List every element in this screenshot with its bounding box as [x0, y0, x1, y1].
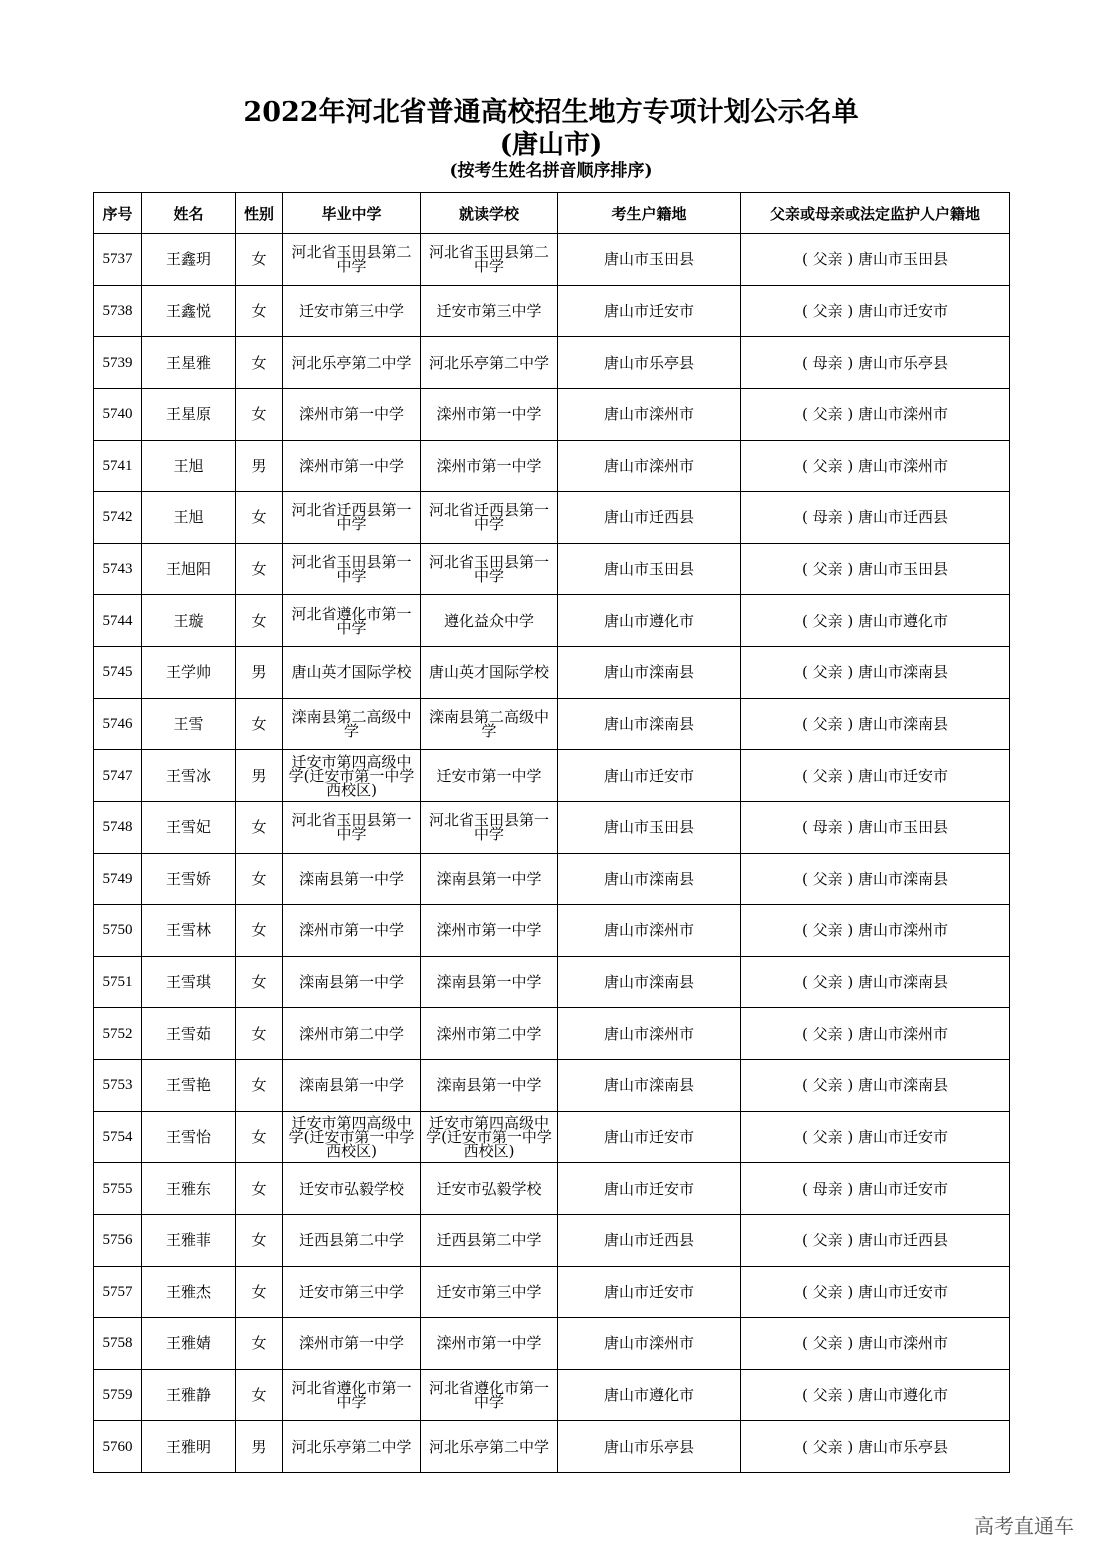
table-row	[94, 595, 1010, 647]
cell-guardian-household: ( 母亲 ) 唐山市迁西县	[741, 492, 1010, 544]
table-row	[94, 801, 1010, 853]
cell-guardian-household: ( 父亲 ) 唐山市迁西县	[741, 1214, 1010, 1266]
roster-table	[93, 192, 1010, 1473]
cell-gender: 男	[236, 647, 283, 699]
cell-graduated-school: 迁安市第四高级中学(迁安市第一中学西校区)	[283, 750, 421, 802]
cell-gender: 女	[236, 543, 283, 595]
cell-guardian-household: ( 父亲 ) 唐山市遵化市	[741, 1369, 1010, 1421]
cell-current-school: 河北省遵化市第一中学	[421, 1369, 558, 1421]
cell-graduated-school: 唐山英才国际学校	[283, 647, 421, 699]
cell-name: 王旭阳	[142, 543, 236, 595]
cell-household: 唐山市迁西县	[558, 1214, 741, 1266]
table-row	[94, 1421, 1010, 1473]
cell-name: 王雪怡	[142, 1111, 236, 1163]
cell-current-school: 迁安市弘毅学校	[421, 1163, 558, 1215]
cell-current-school: 唐山英才国际学校	[421, 647, 558, 699]
cell-seq: 5753	[94, 1060, 142, 1112]
cell-gender: 女	[236, 337, 283, 389]
cell-seq: 5744	[94, 595, 142, 647]
cell-gender: 女	[236, 1318, 283, 1370]
cell-current-school: 河北省玉田县第一中学	[421, 543, 558, 595]
table-row	[94, 647, 1010, 699]
table-row	[94, 1008, 1010, 1060]
cell-guardian-household: ( 父亲 ) 唐山市迁安市	[741, 750, 1010, 802]
cell-name: 王雪妃	[142, 801, 236, 853]
page-title: 2022年河北省普通高校招生地方专项计划公示名单	[243, 97, 859, 128]
cell-gender: 女	[236, 1266, 283, 1318]
cell-gender: 女	[236, 1111, 283, 1163]
table-row	[94, 1060, 1010, 1112]
cell-seq: 5758	[94, 1318, 142, 1370]
cell-current-school: 滦州市第二中学	[421, 1008, 558, 1060]
col-header-seq: 序号	[94, 193, 142, 234]
cell-household: 唐山市迁安市	[558, 285, 741, 337]
cell-household: 唐山市迁安市	[558, 1163, 741, 1215]
cell-gender: 女	[236, 1369, 283, 1421]
cell-household: 唐山市滦南县	[558, 698, 741, 750]
cell-gender: 女	[236, 853, 283, 905]
cell-graduated-school: 河北省迁西县第一中学	[283, 492, 421, 544]
cell-name: 王雪茹	[142, 1008, 236, 1060]
cell-name: 王雅杰	[142, 1266, 236, 1318]
cell-seq: 5737	[94, 234, 142, 286]
cell-name: 王鑫悦	[142, 285, 236, 337]
cell-current-school: 滦州市第一中学	[421, 1318, 558, 1370]
cell-graduated-school: 滦南县第二高级中学	[283, 698, 421, 750]
cell-guardian-household: ( 母亲 ) 唐山市迁安市	[741, 1163, 1010, 1215]
cell-graduated-school: 河北省遵化市第一中学	[283, 595, 421, 647]
watermark: 高考直通车	[974, 1514, 1074, 1538]
table-row	[94, 750, 1010, 802]
cell-name: 王雪林	[142, 905, 236, 957]
cell-current-school: 迁安市第一中学	[421, 750, 558, 802]
cell-seq: 5759	[94, 1369, 142, 1421]
cell-guardian-household: ( 父亲 ) 唐山市乐亭县	[741, 1421, 1010, 1473]
cell-seq: 5755	[94, 1163, 142, 1215]
cell-gender: 女	[236, 1060, 283, 1112]
cell-current-school: 滦南县第一中学	[421, 853, 558, 905]
table-row	[94, 853, 1010, 905]
cell-gender: 女	[236, 698, 283, 750]
cell-guardian-household: ( 父亲 ) 唐山市滦州市	[741, 1008, 1010, 1060]
cell-seq: 5743	[94, 543, 142, 595]
cell-seq: 5741	[94, 440, 142, 492]
cell-current-school: 滦州市第一中学	[421, 388, 558, 440]
table-row	[94, 1163, 1010, 1215]
cell-guardian-household: ( 父亲 ) 唐山市迁安市	[741, 1111, 1010, 1163]
cell-current-school: 滦南县第一中学	[421, 1060, 558, 1112]
cell-graduated-school: 滦南县第一中学	[283, 956, 421, 1008]
cell-household: 唐山市乐亭县	[558, 1421, 741, 1473]
table-row	[94, 1111, 1010, 1163]
cell-graduated-school: 滦南县第一中学	[283, 853, 421, 905]
cell-guardian-household: ( 父亲 ) 唐山市迁安市	[741, 285, 1010, 337]
cell-gender: 女	[236, 285, 283, 337]
cell-seq: 5754	[94, 1111, 142, 1163]
table-row	[94, 337, 1010, 389]
cell-guardian-household: ( 父亲 ) 唐山市玉田县	[741, 234, 1010, 286]
cell-seq: 5742	[94, 492, 142, 544]
cell-household: 唐山市滦州市	[558, 440, 741, 492]
cell-household: 唐山市滦州市	[558, 388, 741, 440]
cell-name: 王鑫玥	[142, 234, 236, 286]
table-row	[94, 1266, 1010, 1318]
cell-seq: 5756	[94, 1214, 142, 1266]
cell-graduated-school: 迁西县第二中学	[283, 1214, 421, 1266]
cell-household: 唐山市遵化市	[558, 1369, 741, 1421]
col-header-graduated-school: 毕业中学	[283, 193, 421, 234]
cell-seq: 5751	[94, 956, 142, 1008]
cell-name: 王雅明	[142, 1421, 236, 1473]
cell-graduated-school: 河北省玉田县第一中学	[283, 543, 421, 595]
cell-name: 王雅菲	[142, 1214, 236, 1266]
cell-name: 王雪	[142, 698, 236, 750]
cell-graduated-school: 滦州市第一中学	[283, 905, 421, 957]
cell-name: 王雅婧	[142, 1318, 236, 1370]
cell-household: 唐山市玉田县	[558, 234, 741, 286]
cell-graduated-school: 滦州市第一中学	[283, 388, 421, 440]
cell-gender: 男	[236, 750, 283, 802]
sort-note: (按考生姓名拼音顺序排序)	[449, 161, 653, 181]
cell-graduated-school: 滦南县第一中学	[283, 1060, 421, 1112]
cell-household: 唐山市滦州市	[558, 1008, 741, 1060]
cell-guardian-household: ( 父亲 ) 唐山市滦州市	[741, 440, 1010, 492]
cell-gender: 男	[236, 440, 283, 492]
col-header-guardian-household: 父亲或母亲或法定监护人户籍地	[741, 193, 1010, 234]
table-row	[94, 285, 1010, 337]
cell-gender: 女	[236, 905, 283, 957]
cell-gender: 女	[236, 1163, 283, 1215]
region-subtitle: (唐山市)	[499, 130, 603, 160]
cell-current-school: 迁安市第四高级中学(迁安市第一中学西校区)	[421, 1111, 558, 1163]
cell-name: 王雅静	[142, 1369, 236, 1421]
cell-seq: 5748	[94, 801, 142, 853]
cell-name: 王学帅	[142, 647, 236, 699]
cell-gender: 女	[236, 1008, 283, 1060]
cell-name: 王星雅	[142, 337, 236, 389]
cell-household: 唐山市滦州市	[558, 905, 741, 957]
table-row	[94, 905, 1010, 957]
cell-seq: 5757	[94, 1266, 142, 1318]
cell-household: 唐山市迁西县	[558, 492, 741, 544]
table-row	[94, 698, 1010, 750]
cell-current-school: 河北乐亭第二中学	[421, 337, 558, 389]
cell-graduated-school: 迁安市第四高级中学(迁安市第一中学西校区)	[283, 1111, 421, 1163]
cell-gender: 女	[236, 234, 283, 286]
cell-graduated-school: 河北省遵化市第一中学	[283, 1369, 421, 1421]
table-row	[94, 543, 1010, 595]
cell-name: 王雪艳	[142, 1060, 236, 1112]
cell-guardian-household: ( 父亲 ) 唐山市滦南县	[741, 647, 1010, 699]
cell-graduated-school: 滦州市第二中学	[283, 1008, 421, 1060]
col-header-household: 考生户籍地	[558, 193, 741, 234]
cell-gender: 女	[236, 801, 283, 853]
cell-household: 唐山市滦州市	[558, 1318, 741, 1370]
cell-guardian-household: ( 父亲 ) 唐山市滦南县	[741, 956, 1010, 1008]
cell-seq: 5749	[94, 853, 142, 905]
cell-current-school: 滦州市第一中学	[421, 905, 558, 957]
cell-name: 王旭	[142, 492, 236, 544]
cell-seq: 5750	[94, 905, 142, 957]
cell-gender: 女	[236, 492, 283, 544]
cell-guardian-household: ( 父亲 ) 唐山市迁安市	[741, 1266, 1010, 1318]
cell-seq: 5760	[94, 1421, 142, 1473]
cell-current-school: 滦南县第二高级中学	[421, 698, 558, 750]
table-row	[94, 1214, 1010, 1266]
cell-current-school: 河北省玉田县第二中学	[421, 234, 558, 286]
cell-name: 王雪琪	[142, 956, 236, 1008]
cell-current-school: 滦州市第一中学	[421, 440, 558, 492]
cell-gender: 女	[236, 595, 283, 647]
cell-household: 唐山市迁安市	[558, 750, 741, 802]
cell-current-school: 迁安市第三中学	[421, 1266, 558, 1318]
cell-household: 唐山市滦南县	[558, 647, 741, 699]
table-row	[94, 1318, 1010, 1370]
cell-guardian-household: ( 父亲 ) 唐山市滦州市	[741, 905, 1010, 957]
table-row	[94, 440, 1010, 492]
cell-current-school: 迁安市第三中学	[421, 285, 558, 337]
cell-seq: 5746	[94, 698, 142, 750]
cell-graduated-school: 河北乐亭第二中学	[283, 1421, 421, 1473]
cell-household: 唐山市乐亭县	[558, 337, 741, 389]
cell-guardian-household: ( 父亲 ) 唐山市滦南县	[741, 698, 1010, 750]
cell-name: 王旭	[142, 440, 236, 492]
cell-graduated-school: 迁安市第三中学	[283, 285, 421, 337]
cell-household: 唐山市玉田县	[558, 801, 741, 853]
cell-graduated-school: 河北省玉田县第一中学	[283, 801, 421, 853]
cell-graduated-school: 河北乐亭第二中学	[283, 337, 421, 389]
cell-graduated-school: 迁安市第三中学	[283, 1266, 421, 1318]
cell-current-school: 河北乐亭第二中学	[421, 1421, 558, 1473]
cell-seq: 5738	[94, 285, 142, 337]
header-row	[94, 193, 1010, 234]
cell-guardian-household: ( 母亲 ) 唐山市乐亭县	[741, 337, 1010, 389]
cell-name: 王璇	[142, 595, 236, 647]
cell-current-school: 遵化益众中学	[421, 595, 558, 647]
cell-seq: 5752	[94, 1008, 142, 1060]
table-row	[94, 388, 1010, 440]
cell-guardian-household: ( 父亲 ) 唐山市滦州市	[741, 388, 1010, 440]
table-row	[94, 492, 1010, 544]
cell-guardian-household: ( 父亲 ) 唐山市遵化市	[741, 595, 1010, 647]
cell-seq: 5740	[94, 388, 142, 440]
cell-guardian-household: ( 母亲 ) 唐山市玉田县	[741, 801, 1010, 853]
cell-seq: 5745	[94, 647, 142, 699]
cell-graduated-school: 滦州市第一中学	[283, 1318, 421, 1370]
cell-graduated-school: 河北省玉田县第二中学	[283, 234, 421, 286]
cell-guardian-household: ( 父亲 ) 唐山市滦南县	[741, 1060, 1010, 1112]
cell-household: 唐山市遵化市	[558, 595, 741, 647]
cell-gender: 女	[236, 388, 283, 440]
cell-guardian-household: ( 父亲 ) 唐山市玉田县	[741, 543, 1010, 595]
cell-household: 唐山市玉田县	[558, 543, 741, 595]
cell-household: 唐山市滦南县	[558, 853, 741, 905]
cell-household: 唐山市迁安市	[558, 1266, 741, 1318]
cell-household: 唐山市滦南县	[558, 956, 741, 1008]
col-header-current-school: 就读学校	[421, 193, 558, 234]
cell-seq: 5747	[94, 750, 142, 802]
cell-graduated-school: 迁安市弘毅学校	[283, 1163, 421, 1215]
cell-current-school: 河北省迁西县第一中学	[421, 492, 558, 544]
cell-name: 王雪冰	[142, 750, 236, 802]
roster-body	[94, 234, 1010, 1473]
table-row	[94, 1369, 1010, 1421]
cell-name: 王星原	[142, 388, 236, 440]
cell-name: 王雅东	[142, 1163, 236, 1215]
cell-current-school: 滦南县第一中学	[421, 956, 558, 1008]
cell-seq: 5739	[94, 337, 142, 389]
cell-graduated-school: 滦州市第一中学	[283, 440, 421, 492]
cell-guardian-household: ( 父亲 ) 唐山市滦州市	[741, 1318, 1010, 1370]
cell-gender: 男	[236, 1421, 283, 1473]
cell-gender: 女	[236, 956, 283, 1008]
cell-household: 唐山市滦南县	[558, 1060, 741, 1112]
cell-current-school: 河北省玉田县第一中学	[421, 801, 558, 853]
table-row	[94, 234, 1010, 286]
cell-gender: 女	[236, 1214, 283, 1266]
cell-name: 王雪娇	[142, 853, 236, 905]
col-header-gender: 性别	[236, 193, 283, 234]
col-header-name: 姓名	[142, 193, 236, 234]
table-row	[94, 956, 1010, 1008]
cell-current-school: 迁西县第二中学	[421, 1214, 558, 1266]
cell-household: 唐山市迁安市	[558, 1111, 741, 1163]
cell-guardian-household: ( 父亲 ) 唐山市滦南县	[741, 853, 1010, 905]
